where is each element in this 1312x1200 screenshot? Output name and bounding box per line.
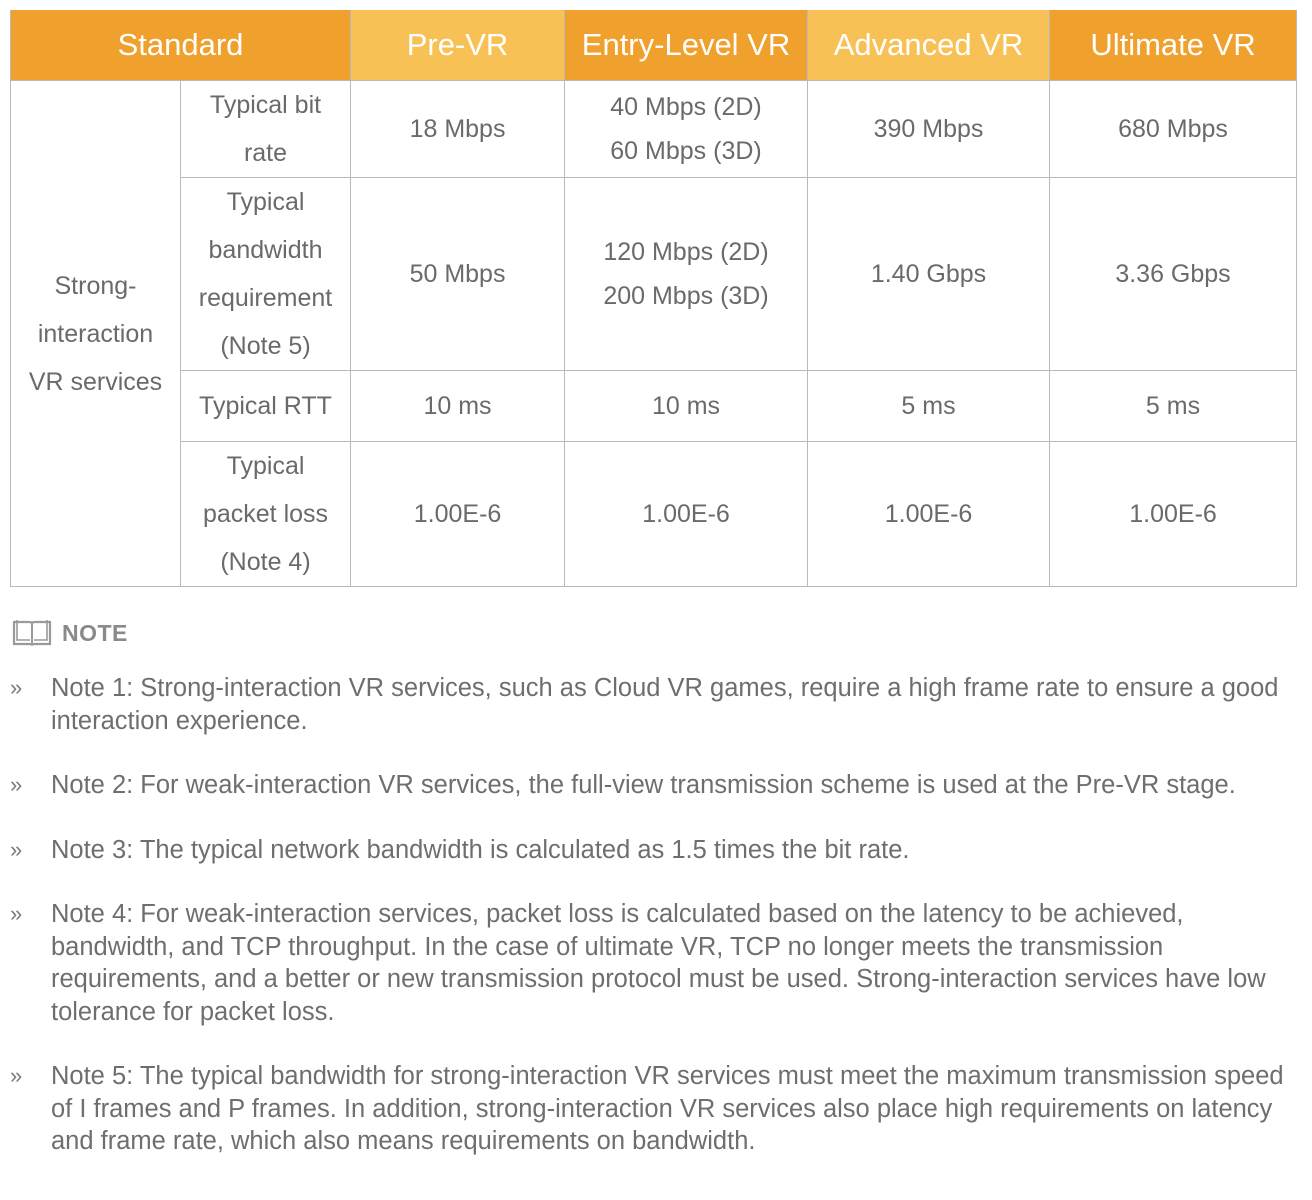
note-text: Note 1: Strong-interaction VR services, such as Cloud VR games, require a high frame rate to ensure a good interaction experience. — [51, 674, 1279, 735]
table-header-row — [11, 10, 1297, 81]
value-cell — [1050, 371, 1297, 442]
table-row-bandwidth — [11, 178, 1297, 371]
note-title: NOTE — [62, 619, 128, 646]
metric-cell — [181, 442, 351, 587]
value-line: 200 Mbps (3D) — [603, 282, 769, 310]
note-item — [0, 672, 1312, 737]
value-line: 120 Mbps (2D) — [603, 238, 769, 266]
header-ultimate-vr: Ultimate VR — [1050, 10, 1297, 81]
bullet-icon: » — [10, 675, 23, 700]
value-cell — [351, 371, 565, 442]
value-cell — [351, 178, 565, 371]
value-cell — [351, 81, 565, 178]
value-line: 60 Mbps (3D) — [610, 137, 762, 165]
metric-line: rate — [243, 139, 288, 167]
header-pre-vr: Pre-VR — [351, 10, 565, 81]
note-item — [0, 834, 1312, 867]
note-text: Note 2: For weak-interaction VR services, the full-view transmission scheme is used at the Pre-VR stage. — [51, 771, 1236, 799]
metric-line: (Note 5) — [220, 332, 311, 360]
value-line: 5 ms — [901, 392, 956, 420]
value-line: 1.00E-6 — [642, 500, 730, 528]
note-text: Note 3: The typical network bandwidth is calculated as 1.5 times the bit rate. — [51, 835, 910, 864]
value-cell — [1050, 81, 1297, 178]
value-line: 40 Mbps (2D) — [610, 93, 762, 121]
bullet-icon: » — [10, 1063, 23, 1088]
value-cell — [808, 178, 1050, 371]
note-text: Note 5: The typical bandwidth for strong-interaction VR services must meet the maximum transmission speed of I frames and P frames. In addition, strong-interaction VR services also place high requirements on latency and frame rate, which also means requirements on bandwidth. — [51, 1062, 1284, 1155]
category-line: VR services — [28, 367, 163, 396]
note-item — [0, 769, 1312, 802]
notes-list — [0, 672, 1312, 1190]
value-line: 50 Mbps — [409, 260, 506, 288]
header-standard: Standard — [11, 10, 351, 81]
metric-line: (Note 4) — [220, 548, 311, 576]
value-cell — [565, 371, 808, 442]
value-cell — [565, 178, 808, 371]
value-cell — [808, 371, 1050, 442]
table-row-rtt — [11, 371, 1297, 442]
value-cell — [565, 442, 808, 587]
metric-cell — [181, 178, 351, 371]
note-item — [0, 898, 1312, 1028]
value-line: 1.00E-6 — [884, 500, 973, 528]
value-line: 1.40 Gbps — [870, 260, 987, 288]
value-line: 5 ms — [1145, 392, 1201, 420]
value-cell — [1050, 178, 1297, 371]
category-cell — [11, 81, 181, 587]
book-icon — [12, 618, 52, 648]
metric-line: Typical bit — [209, 91, 322, 119]
metric-cell — [181, 81, 351, 178]
vr-standards-table — [10, 10, 1297, 587]
value-line: 18 Mbps — [409, 115, 506, 143]
value-line: 1.00E-6 — [413, 500, 502, 528]
metric-line: Typical RTT — [199, 392, 332, 420]
note-header — [12, 616, 128, 650]
metric-line: Typical — [226, 452, 305, 480]
bullet-icon: » — [10, 836, 23, 862]
value-line: 10 ms — [651, 392, 721, 420]
bullet-icon: » — [10, 901, 23, 926]
value-line: 10 ms — [423, 392, 492, 420]
metric-line: requirement — [198, 284, 333, 312]
value-cell — [1050, 442, 1297, 587]
header-entry-level-vr: Entry-Level VR — [565, 10, 808, 81]
note-text: Note 4: For weak-interaction services, packet loss is calculated based on the latency to be achieved, bandwidth, and TCP throughput. In the case of ultimate VR, TCP no longer meets the transmission requirements, and a better or new transmission protocol must be used. Strong-interaction services have low tolerance for packet loss. — [51, 900, 1266, 1026]
value-line: 1.00E-6 — [1129, 500, 1217, 528]
value-cell — [565, 81, 808, 178]
table-row-bit-rate — [11, 81, 1297, 178]
note-item — [0, 1060, 1312, 1158]
value-line: 680 Mbps — [1118, 115, 1228, 143]
value-line: 3.36 Gbps — [1115, 260, 1231, 288]
category-line: Strong- — [54, 271, 137, 300]
metric-line: packet loss — [202, 500, 329, 528]
value-line: 390 Mbps — [873, 115, 984, 143]
value-cell — [351, 442, 565, 587]
table-row-packet-loss — [11, 442, 1297, 587]
metric-line: Typical — [226, 188, 305, 216]
metric-cell — [181, 371, 351, 442]
value-cell — [808, 81, 1050, 178]
bullet-icon: » — [10, 772, 23, 797]
category-line: interaction — [37, 319, 154, 348]
value-cell — [808, 442, 1050, 587]
header-advanced-vr: Advanced VR — [808, 10, 1050, 81]
metric-line: bandwidth — [208, 236, 323, 264]
